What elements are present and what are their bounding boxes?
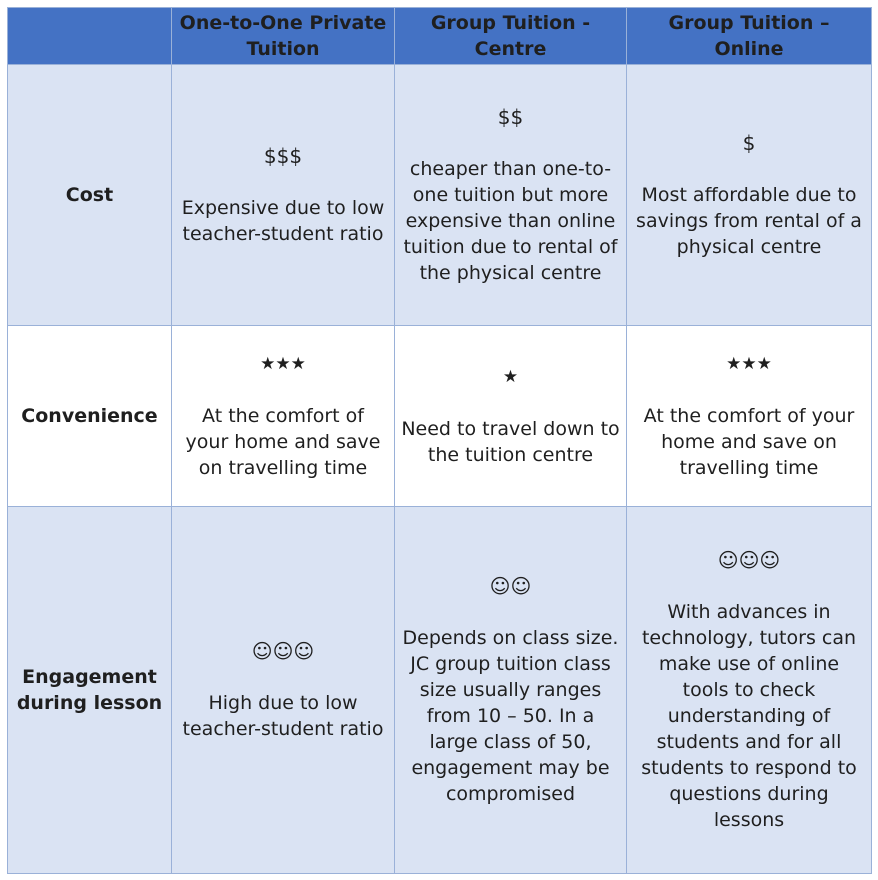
cell-description: Most affordable due to savings from rental of a physical centre: [636, 184, 862, 258]
table-row-cost: [8, 65, 872, 326]
smiley-icon: ☺☺☺: [717, 548, 781, 572]
header-one-to-one-private-tuition: One-to-One Private Tuition: [172, 8, 395, 65]
star-icon: ★: [502, 367, 519, 387]
header-corner-cell: [8, 8, 172, 65]
cell-description: At the comfort of your home and save on travelling time: [643, 405, 855, 479]
cell-description: cheaper than one-to-one tuition but more expensive than online tuition due to rental of the physical centre: [403, 158, 618, 284]
cell-cost-group-centre: [395, 65, 627, 326]
table-row-convenience: [8, 326, 872, 507]
cell-description: Depends on class size. JC group tuition class size usually ranges from 10 – 50. In a large class of 50, engagement may be compromised: [402, 627, 619, 805]
cell-description: At the comfort of your home and save on travelling time: [185, 405, 381, 479]
cell-description: With advances in technology, tutors can make use of online tools to check understanding of students and for all students to respond to questions during lessons: [641, 601, 857, 831]
cell-cost-one-to-one: [172, 65, 395, 326]
smiley-icon: ☺☺☺: [251, 639, 315, 663]
comparison-table: [7, 7, 872, 874]
header-row: [8, 8, 872, 65]
row-label-cost: Cost: [8, 65, 172, 326]
header-group-tuition-online: Group Tuition – Online: [627, 8, 872, 65]
smiley-icon: ☺☺: [489, 574, 532, 598]
cell-cost-group-online: [627, 65, 872, 326]
cell-engagement-group-online: [627, 507, 872, 874]
cost-rating: $$: [497, 105, 524, 129]
cell-convenience-one-to-one: [172, 326, 395, 507]
cell-convenience-group-online: [627, 326, 872, 507]
cell-description: Expensive due to low teacher-student ratio: [181, 197, 385, 245]
cell-convenience-group-centre: [395, 326, 627, 507]
cost-rating: $$$: [263, 144, 303, 168]
cell-engagement-one-to-one: [172, 507, 395, 874]
cell-description: Need to travel down to the tuition centre: [401, 418, 620, 466]
star-icon: ★★★: [260, 354, 306, 374]
header-group-tuition-centre: Group Tuition - Centre: [395, 8, 627, 65]
cell-description: High due to low teacher-student ratio: [182, 692, 384, 740]
cost-rating: $: [742, 131, 756, 155]
table-row-engagement: [8, 507, 872, 874]
row-label-engagement: Engagement during lesson: [8, 507, 172, 874]
row-label-convenience: Convenience: [8, 326, 172, 507]
star-icon: ★★★: [726, 354, 772, 374]
cell-engagement-group-centre: [395, 507, 627, 874]
